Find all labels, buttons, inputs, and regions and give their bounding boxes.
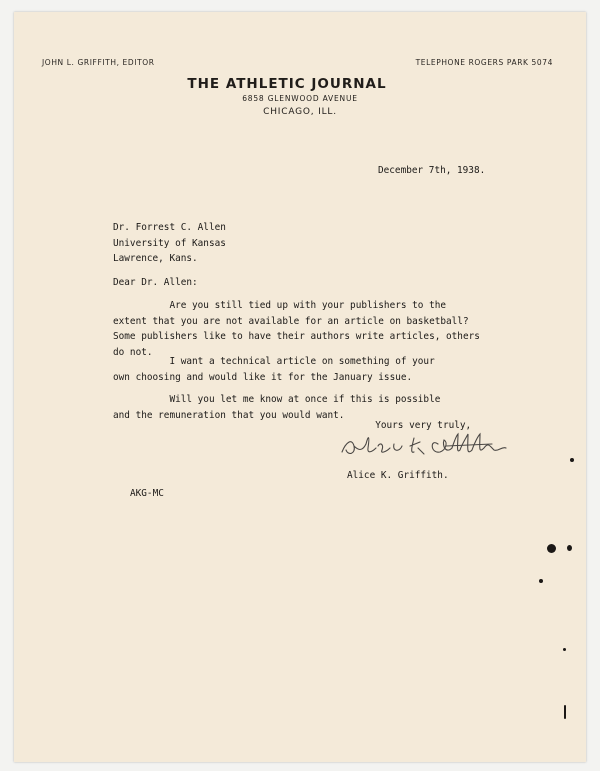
ink-speck (564, 705, 566, 719)
closing: Yours very truly, (347, 420, 472, 431)
letterhead-city: CHICAGO, ILL. (263, 107, 337, 117)
recipient-address: Dr. Forrest C. Allen University of Kansas Lawrence, Kans. (113, 222, 226, 264)
body-paragraph-3: Will you let me know at once if this is possible and the remuneration that you would want. (113, 394, 441, 421)
handwritten-signature (334, 424, 514, 464)
letterhead-street-address: 6858 GLENWOOD AVENUE (242, 94, 358, 103)
letter-date: December 7th, 1938. (378, 165, 486, 176)
ink-speck (563, 648, 566, 651)
salutation: Dear Dr. Allen: (113, 277, 198, 288)
ink-speck (539, 579, 543, 583)
ink-speck (570, 458, 574, 462)
body-paragraph-1: Are you still tied up with your publishers to the extent that you are not available for an article on basketball? Some publishers like to have their authors write articles, others do not. (113, 300, 480, 358)
ink-speck (547, 544, 556, 553)
ink-speck (567, 545, 572, 551)
letterhead-editor: JOHN L. GRIFFITH, EDITOR (42, 58, 155, 67)
body-paragraph-2: I want a technical article on something of your own choosing and would like it for the January issue. (113, 356, 435, 383)
letterhead-telephone: TELEPHONE ROGERS PARK 5074 (415, 58, 553, 67)
signer-name: Alice K. Griffith. (347, 470, 449, 481)
reference-initials: AKG-MC (130, 488, 164, 499)
letter-sheet (14, 12, 586, 762)
letterhead-title: THE ATHLETIC JOURNAL (187, 76, 387, 92)
